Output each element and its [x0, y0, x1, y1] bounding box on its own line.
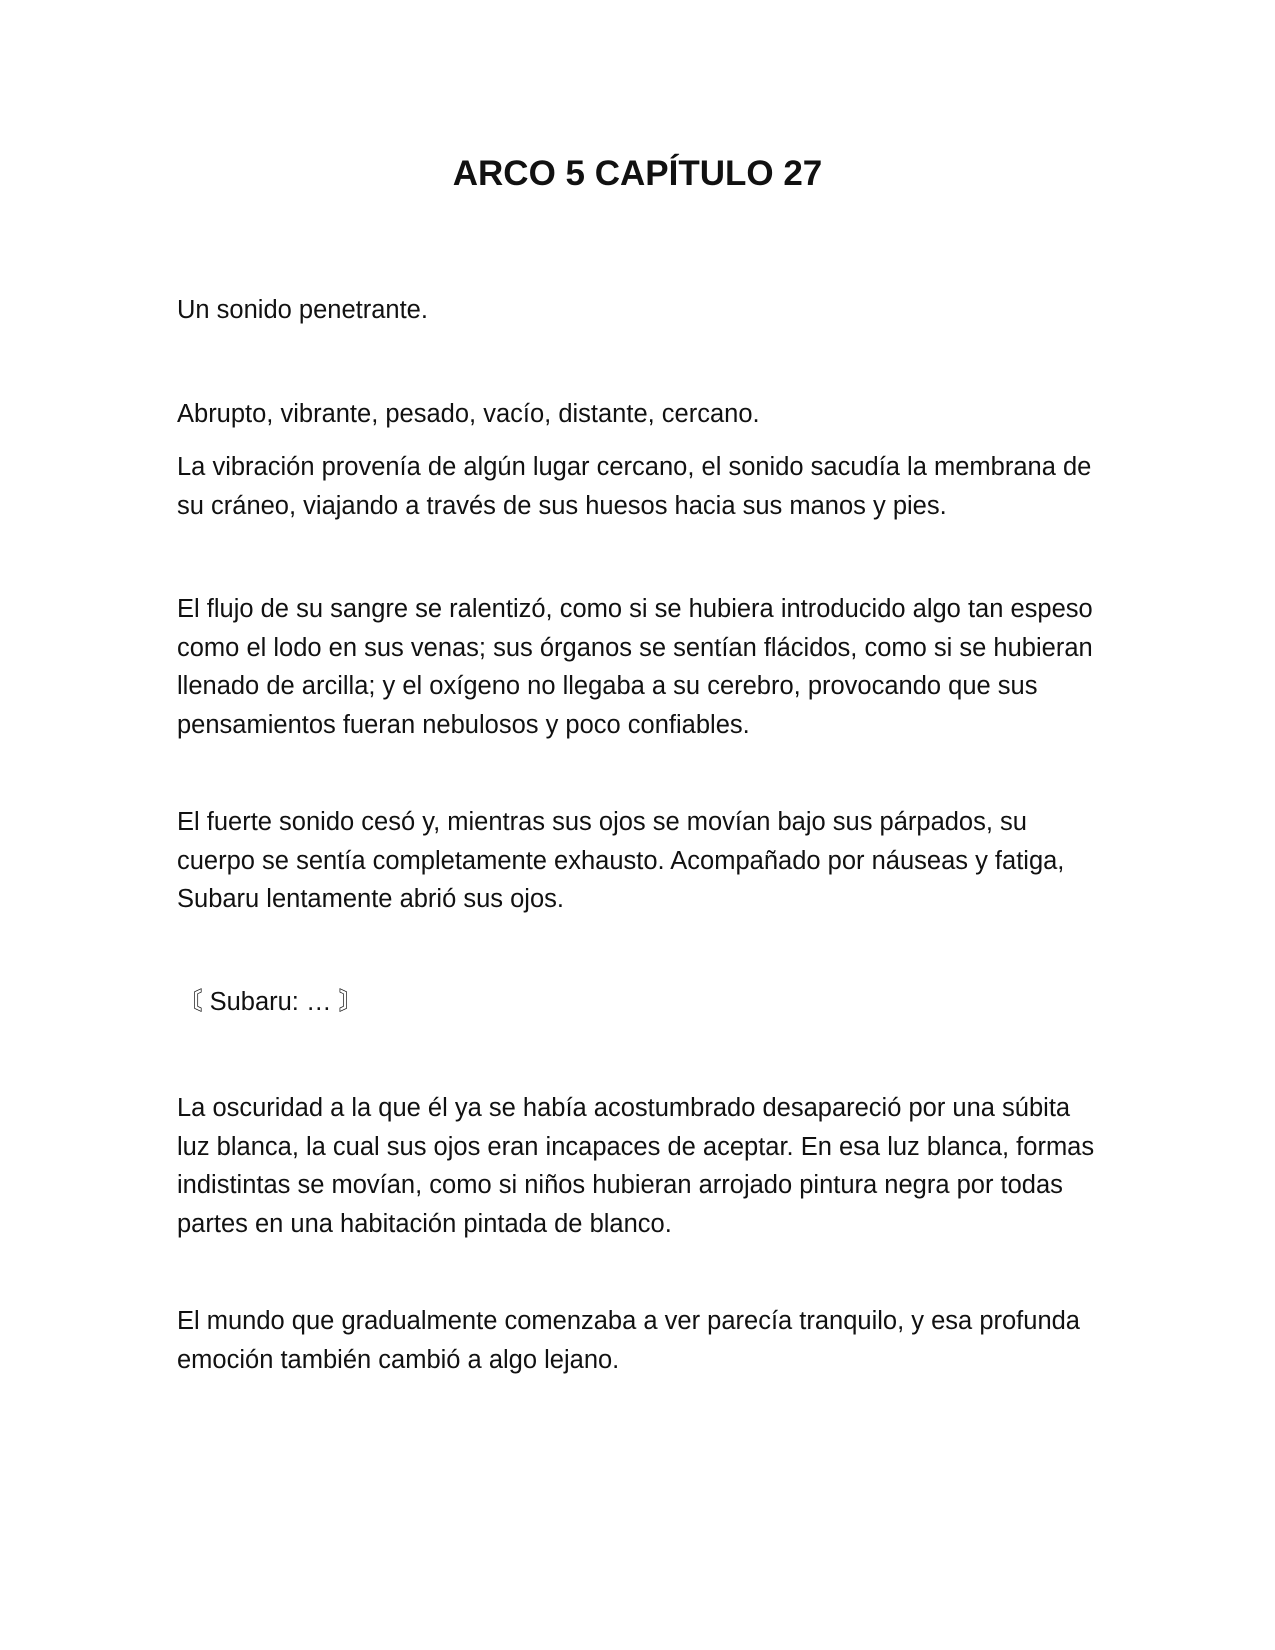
dialogue-line: 〘 Subaru: … 〙 [177, 988, 365, 1016]
chapter-title: ARCO 5 CAPÍTULO 27 [452, 154, 823, 193]
paragraph: Abrupto, vibrante, pesado, vacío, distante, cercano. [177, 400, 760, 428]
paragraph: La oscuridad a la que él ya se había acostumbrado desapareció por una súbita luz blanca, la cual sus ojos eran incapaces de aceptar. En esa luz blanca, formas indistintas se movían, como si niños hubieran arrojado pintura negra por todas partes en una habitación pintada de blanco. [177, 1094, 1095, 1238]
paragraph: Un sonido penetrante. [177, 296, 428, 324]
paragraph: El flujo de su sangre se ralentizó, como si se hubiera introducido algo tan espeso como el lodo en sus venas; sus órganos se sentían flácidos, como si se hubieran llenado de arcilla; y el oxígeno no llegaba a su cerebro, provocando que sus pensamientos fueran nebulosos y poco confiables. [177, 595, 1093, 739]
paragraph: El mundo que gradualmente comenzaba a ver parecía tranquilo, y esa profunda emoción también cambió a algo lejano. [177, 1307, 1080, 1374]
paragraph: La vibración provenía de algún lugar cercano, el sonido sacudía la membrana de su cráneo, viajando a través de sus huesos hacia sus manos y pies. [177, 453, 1092, 520]
paragraph: El fuerte sonido cesó y, mientras sus ojos se movían bajo sus párpados, su cuerpo se sentía completamente exhausto. Acompañado por náuseas y fatiga, Subaru lentamente abrió sus ojos. [177, 808, 1065, 913]
